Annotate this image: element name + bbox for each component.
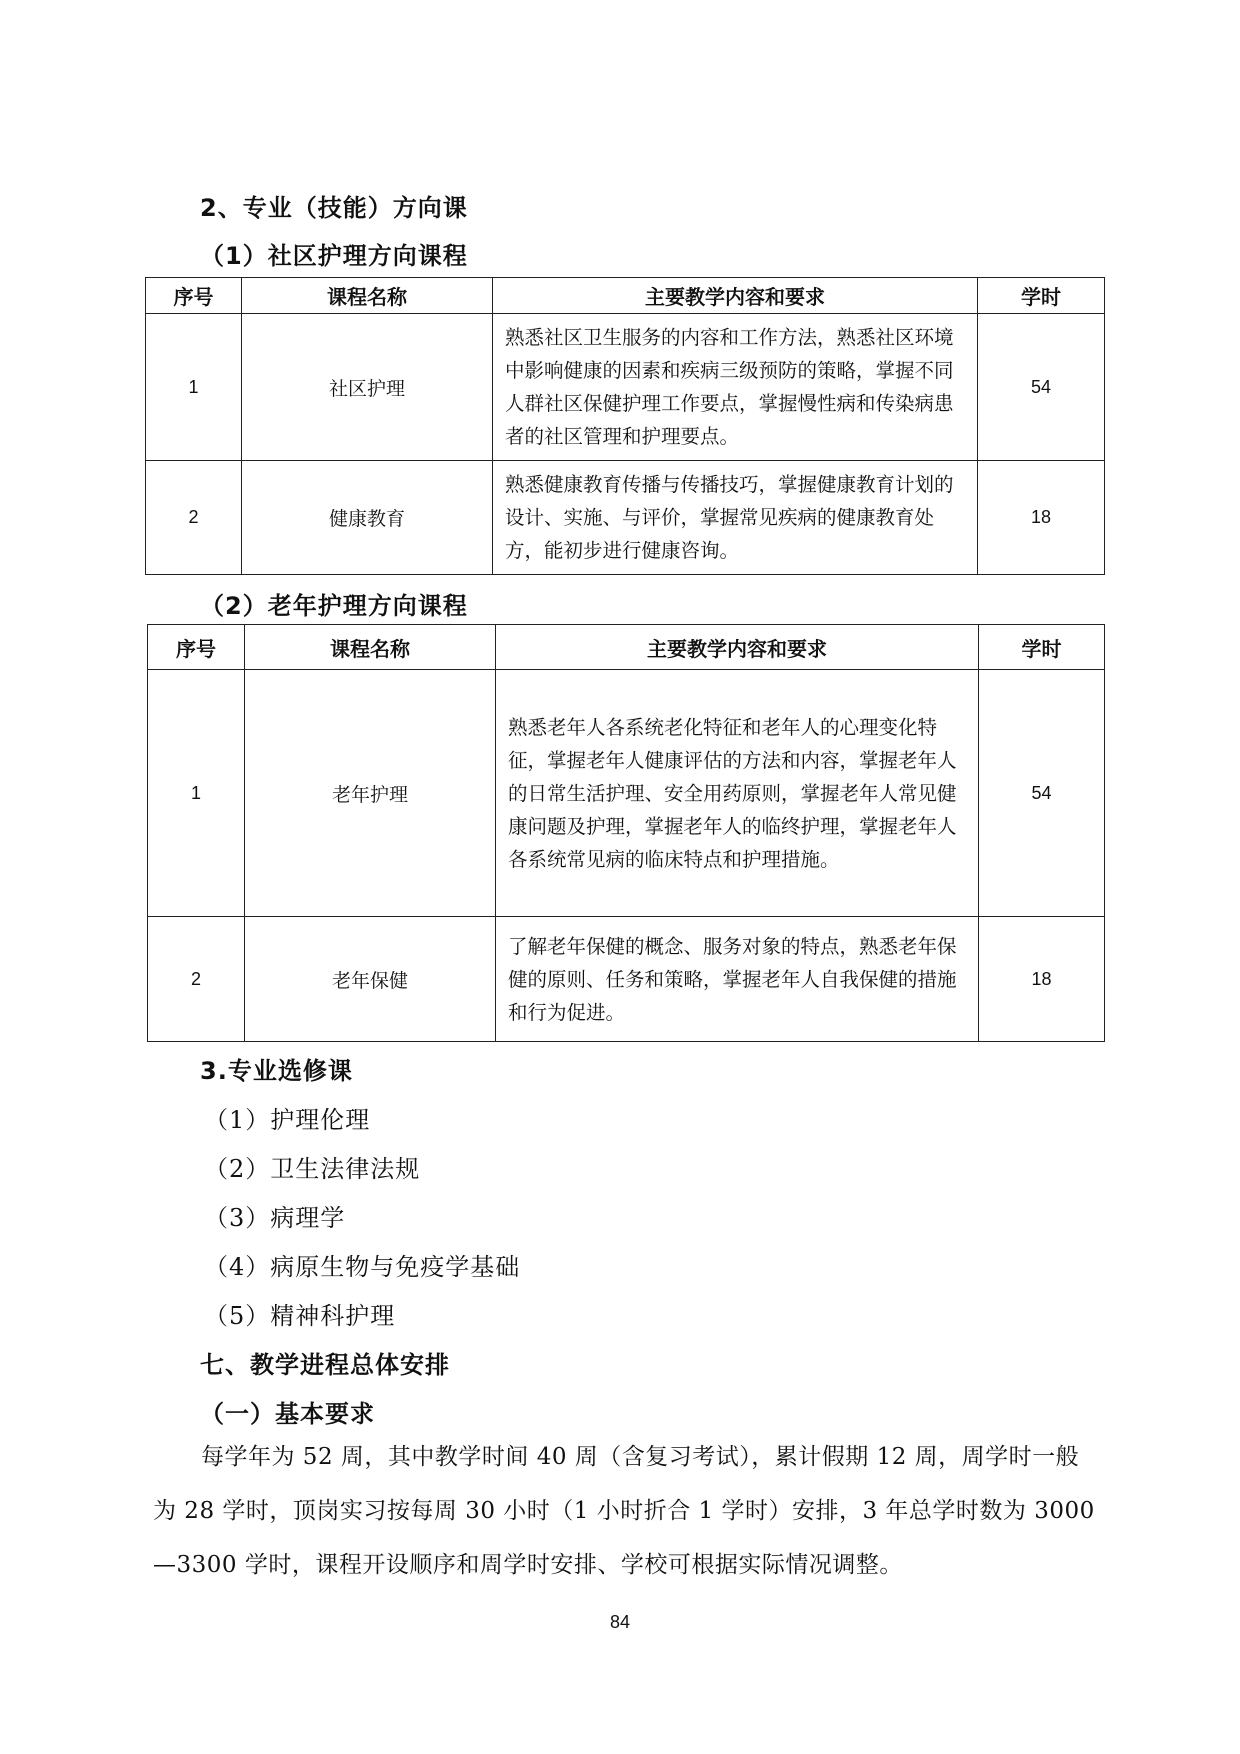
- course-name: 健康教育: [242, 461, 493, 575]
- table-row: [146, 314, 1105, 461]
- table-header-row: [148, 625, 1105, 670]
- course-hours: 18: [979, 917, 1105, 1042]
- row-number: 1: [146, 314, 242, 461]
- chapter-heading: 七、教学进程总体安排: [200, 1351, 450, 1379]
- row-number: 2: [146, 461, 242, 575]
- table-row: [148, 917, 1105, 1042]
- subsection-heading: （2）老年护理方向课程: [200, 592, 468, 620]
- course-table-community: [145, 277, 1105, 575]
- course-hours: 54: [979, 670, 1105, 917]
- column-header-no: 序号: [148, 625, 245, 670]
- elective-item: （4）病原生物与免疫学基础: [204, 1253, 521, 1281]
- elective-item: （2）卫生法律法规: [204, 1155, 421, 1183]
- course-hours: 54: [978, 314, 1105, 461]
- subsection-heading: （1）社区护理方向课程: [200, 242, 468, 270]
- table-row: [148, 670, 1105, 917]
- elective-item: （3）病理学: [204, 1204, 346, 1232]
- column-header-content: 主要教学内容和要求: [496, 625, 979, 670]
- table-header-row: [146, 278, 1105, 314]
- row-number: 1: [148, 670, 245, 917]
- column-header-name: 课程名称: [245, 625, 496, 670]
- course-table-elderly: [147, 624, 1105, 1042]
- column-header-name: 课程名称: [242, 278, 493, 314]
- elective-item: （5）精神科护理: [204, 1302, 396, 1330]
- column-header-content: 主要教学内容和要求: [493, 278, 978, 314]
- course-name: 社区护理: [242, 314, 493, 461]
- column-header-hours: 学时: [978, 278, 1105, 314]
- subsection-heading: （一）基本要求: [200, 1400, 375, 1428]
- course-hours: 18: [978, 461, 1105, 575]
- page-number: 84: [609, 1612, 631, 1632]
- course-name: 老年护理: [245, 670, 496, 917]
- course-description: 了解老年保健的概念、服务对象的特点，熟悉老年保健的原则、任务和策略，掌握老年人自我保健的措施和行为促进。: [496, 917, 979, 1042]
- column-header-no: 序号: [146, 278, 242, 314]
- body-paragraph: 每学年为 52 周，其中教学时间 40 周（含复习考试），累计假期 12 周，周学时一般为 28 学时，顶岗实习按每周 30 小时（1 小时折合 1 学时）安排，3 年总学时数为 3000—3300 学时，课程开设顺序和周学时安排、学校可根据实际情况调整。: [153, 1444, 1095, 1578]
- course-description: 熟悉健康教育传播与传播技巧，掌握健康教育计划的设计、实施、与评价，掌握常见疾病的健康教育处方，能初步进行健康咨询。: [493, 461, 978, 575]
- column-header-hours: 学时: [979, 625, 1105, 670]
- elective-item: （1）护理伦理: [204, 1106, 371, 1134]
- course-description: 熟悉老年人各系统老化特征和老年人的心理变化特征，掌握老年人健康评估的方法和内容，掌握老年人的日常生活护理、安全用药原则，掌握老年人常见健康问题及护理，掌握老年人的临终护理，掌握老年人 各系统常见病的临床特点和护理措施。: [496, 670, 979, 917]
- row-number: 2: [148, 917, 245, 1042]
- course-description: 熟悉社区卫生服务的内容和工作方法，熟悉社区环境中影响健康的因素和疾病三级预防的策略，掌握不同人群社区保健护理工作要点，掌握慢性病和传染病患者的社区管理和护理要点。: [493, 314, 978, 461]
- course-name: 老年保健: [245, 917, 496, 1042]
- table-row: [146, 461, 1105, 575]
- section-heading: 3.专业选修课: [200, 1057, 353, 1085]
- section-heading: 2、专业（技能）方向课: [200, 194, 468, 222]
